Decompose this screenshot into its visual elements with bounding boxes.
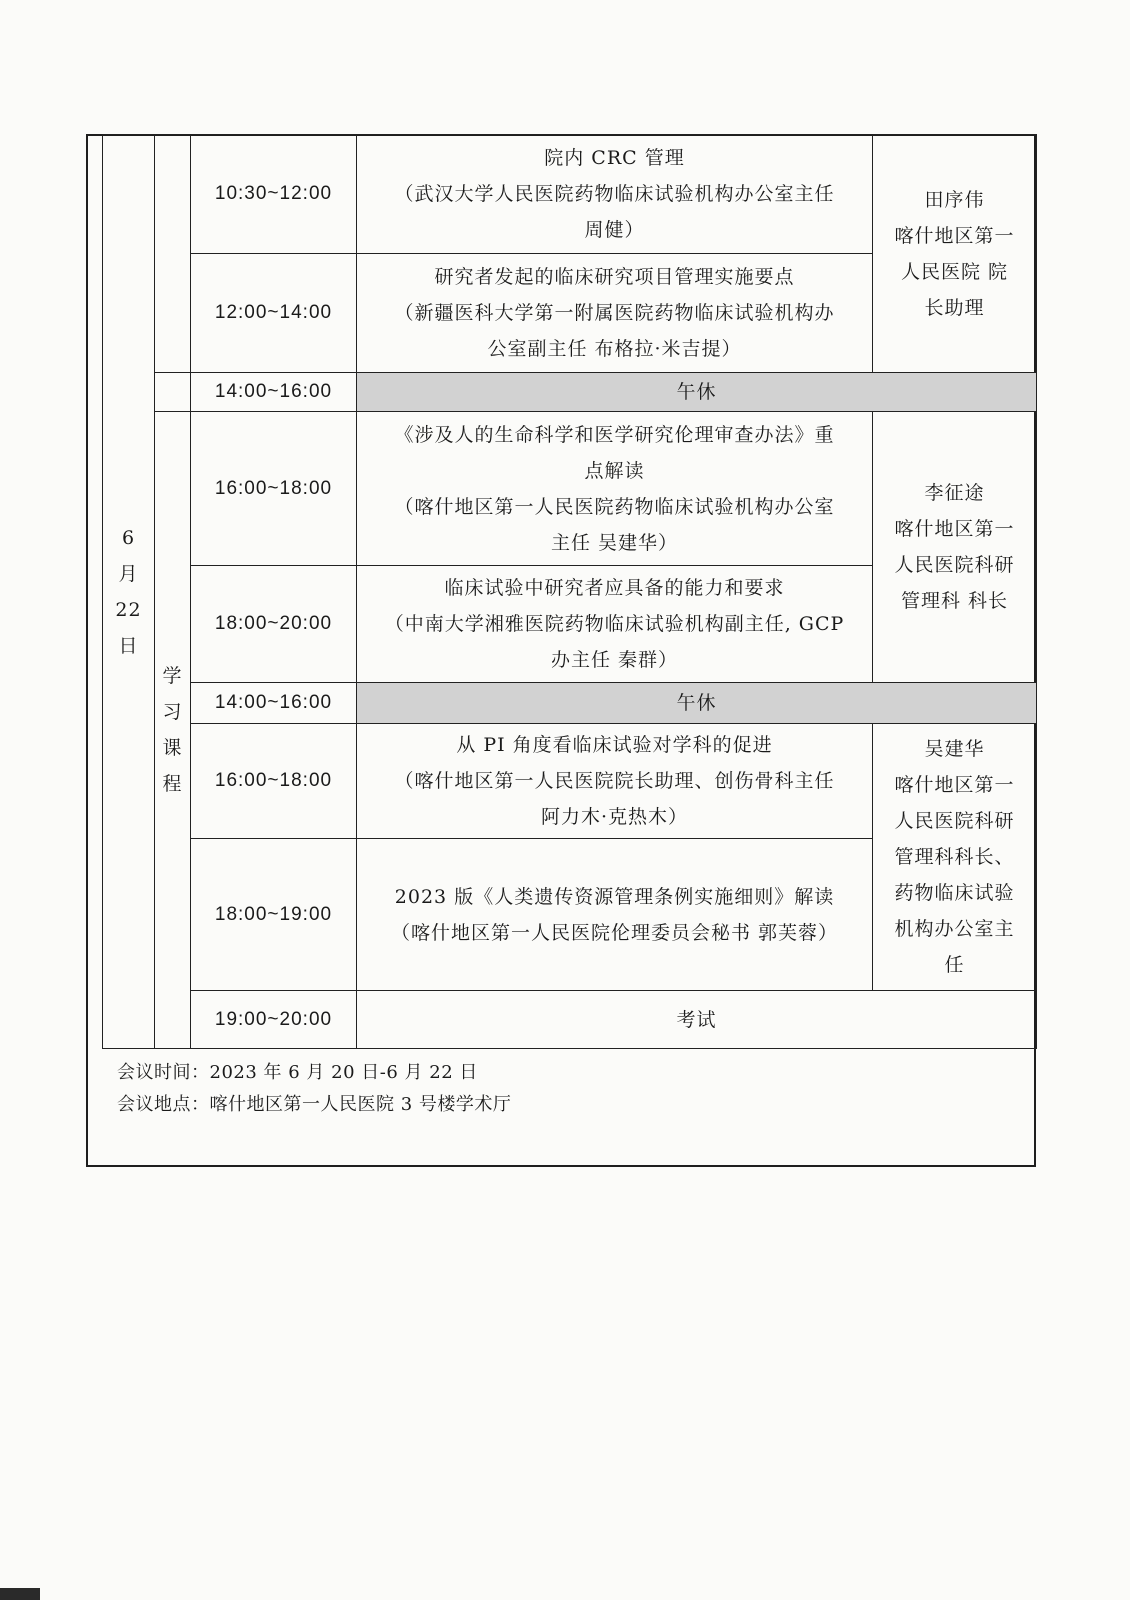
moderator-cell: 田序伟 喀什地区第一 人民医院 院 长助理 — [873, 135, 1037, 373]
time-cell: 18:00~20:00 — [191, 566, 357, 683]
table-row — [103, 991, 1037, 1049]
session-label-cell: 学 习 课 程 — [155, 412, 191, 1049]
topic-cell: 从 PI 角度看临床试验对学科的促进 （喀什地区第一人民医院院长助理、创伤骨科主任 阿力木·克热木） — [357, 724, 873, 839]
meeting-info — [117, 1057, 511, 1121]
time-cell: 16:00~18:00 — [191, 412, 357, 566]
schedule-table — [102, 134, 1037, 1049]
topic-cell: 2023 版《人类遗传资源管理条例实施细则》解读 （喀什地区第一人民医院伦理委员会秘书 郭芙蓉） — [357, 839, 873, 991]
table-row — [103, 373, 1037, 412]
table-row — [103, 412, 1037, 566]
break-cell: 午休 — [357, 373, 1037, 412]
moderator-cell: 李征途 喀什地区第一 人民医院科研 管理科 科长 — [873, 412, 1037, 683]
table-row — [103, 135, 1037, 254]
time-cell: 10:30~12:00 — [191, 135, 357, 254]
time-cell: 19:00~20:00 — [191, 991, 357, 1049]
exam-cell: 考试 — [357, 991, 1037, 1049]
time-cell: 14:00~16:00 — [191, 683, 357, 724]
moderator-cell: 吴建华 喀什地区第一 人民医院科研 管理科科长、 药物临床试验 机构办公室主 任 — [873, 724, 1037, 991]
date-cell: 6 月 22 日 — [103, 135, 155, 1049]
break-cell: 午休 — [357, 683, 1037, 724]
scan-edge-mark — [0, 1588, 40, 1600]
table-row — [103, 724, 1037, 839]
session-blank-cell — [155, 373, 191, 412]
time-cell: 12:00~14:00 — [191, 254, 357, 373]
meeting-place: 会议地点：喀什地区第一人民医院 3 号楼学术厅 — [117, 1094, 512, 1115]
topic-cell: 研究者发起的临床研究项目管理实施要点 （新疆医科大学第一附属医院药物临床试验机构办 公室副主任 布格拉·米吉提） — [357, 254, 873, 373]
time-cell: 14:00~16:00 — [191, 373, 357, 412]
table-row — [103, 683, 1037, 724]
time-cell: 18:00~19:00 — [191, 839, 357, 991]
topic-cell: 院内 CRC 管理 （武汉大学人民医院药物临床试验机构办公室主任 周健） — [357, 135, 873, 254]
topic-cell: 《涉及人的生命科学和医学研究伦理审查办法》重 点解读 （喀什地区第一人民医院药物临床试验机构办公室 主任 吴建华） — [357, 412, 873, 566]
meeting-time: 会议时间：2023 年 6 月 20 日-6 月 22 日 — [117, 1062, 478, 1083]
time-cell: 16:00~18:00 — [191, 724, 357, 839]
session-blank-cell — [155, 135, 191, 373]
topic-cell: 临床试验中研究者应具备的能力和要求 （中南大学湘雅医院药物临床试验机构副主任, GCP 办主任 秦群） — [357, 566, 873, 683]
